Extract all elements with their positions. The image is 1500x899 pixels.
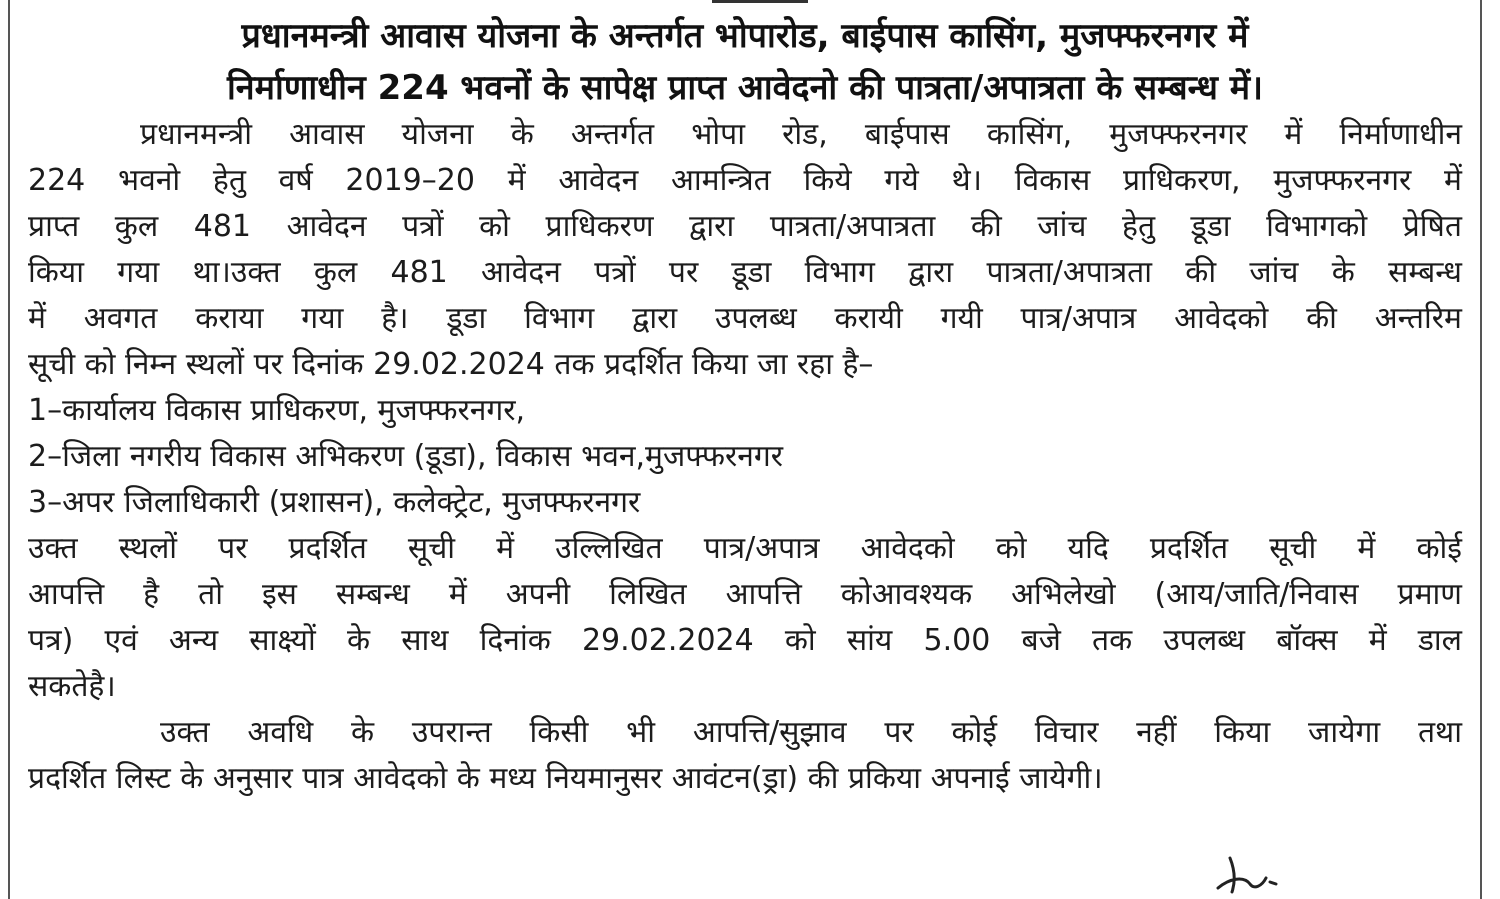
signature-mark bbox=[1210, 848, 1300, 899]
paragraph-2-line-3: पत्र) एवं अन्य साक्ष्यों के साथ दिनांक 29.02.2024 को सांय 5.00 बजे तक उपलब्ध बॉक्स में डाल bbox=[28, 623, 1462, 658]
paragraph-1-line-4: किया गया था।उक्त कुल 481 आवेदन पत्रों पर डूडा विभाग द्वारा पात्रता/अपात्रता की जांच के सम्बन्ध bbox=[28, 255, 1462, 290]
paragraph-1-line-5: में अवगत कराया गया है। डूडा विभाग द्वारा उपलब्ध करायी गयी पात्र/अपात्र आवेदको की अन्तरिम bbox=[28, 301, 1462, 336]
location-item-1: 1–कार्यालय विकास प्राधिकरण, मुजफ्फरनगर, bbox=[28, 393, 526, 428]
paragraph-1-line-3: प्राप्त कुल 481 आवेदन पत्रों को प्राधिकरण द्वारा पात्रता/अपात्रता की जांच हेतु डूडा विभागको प्रेषित bbox=[28, 209, 1462, 244]
paragraph-3-line-1: उक्त अवधि के उपरान्त किसी भी आपत्ति/सुझाव पर कोई विचार नहीं किया जायेगा तथा bbox=[160, 715, 1462, 750]
paragraph-2-line-1: उक्त स्थलों पर प्रदर्शित सूची में उल्लिखित पात्र/अपात्र आवेदको को यदि प्रदर्शित सूची में कोई bbox=[28, 531, 1462, 566]
paragraph-2-line-2: आपत्ति है तो इस सम्बन्ध में अपनी लिखित आपत्ति कोआवश्यक अभिलेखो (आय/जाति/निवास प्रमाण bbox=[28, 577, 1462, 612]
paragraph-2-line-4: सकतेहै। bbox=[28, 669, 116, 704]
paragraph-1-line-1: प्रधानमन्त्री आवास योजना के अन्तर्गत भोपा रोड, बाईपास कासिंग, मुजफ्फरनगर में निर्माणाधीन bbox=[140, 117, 1462, 152]
page-border-right bbox=[1480, 0, 1482, 899]
location-item-3: 3–अपर जिलाधिकारी (प्रशासन), कलेक्ट्रेट, मुजफ्फरनगर bbox=[28, 485, 641, 520]
paragraph-1-line-2: 224 भवनो हेतु वर्ष 2019–20 में आवेदन आमन्त्रित किये गये थे। विकास प्राधिकरण, मुजफ्फरनगर में bbox=[28, 163, 1462, 198]
page-border-left bbox=[8, 0, 10, 899]
location-item-2: 2–जिला नगरीय विकास अभिकरण (डूडा), विकास भवन,मुजफ्फरनगर bbox=[28, 439, 784, 474]
paragraph-3-line-2: प्रदर्शित लिस्ट के अनुसार पात्र आवेदको के मध्य नियमानुसर आवंटन(ड्रा) की प्रकिया अपनाई जायेगी। bbox=[28, 761, 1103, 796]
paragraph-1-line-6: सूची को निम्न स्थलों पर दिनांक 29.02.2024 तक प्रदर्शित किया जा रहा है– bbox=[28, 347, 874, 382]
notice-heading-line-1: प्रधानमन्त्री आवास योजना के अन्तर्गत भोपारोड, बाईपास कासिंग, मुजफ्फरनगर में bbox=[241, 16, 1249, 56]
notice-heading-line-2: निर्माणाधीन 224 भवनों के सापेक्ष प्राप्त आवेदनो की पात्रता/अपात्रता के सम्बन्ध में। bbox=[227, 68, 1263, 108]
top-underline bbox=[712, 0, 808, 3]
